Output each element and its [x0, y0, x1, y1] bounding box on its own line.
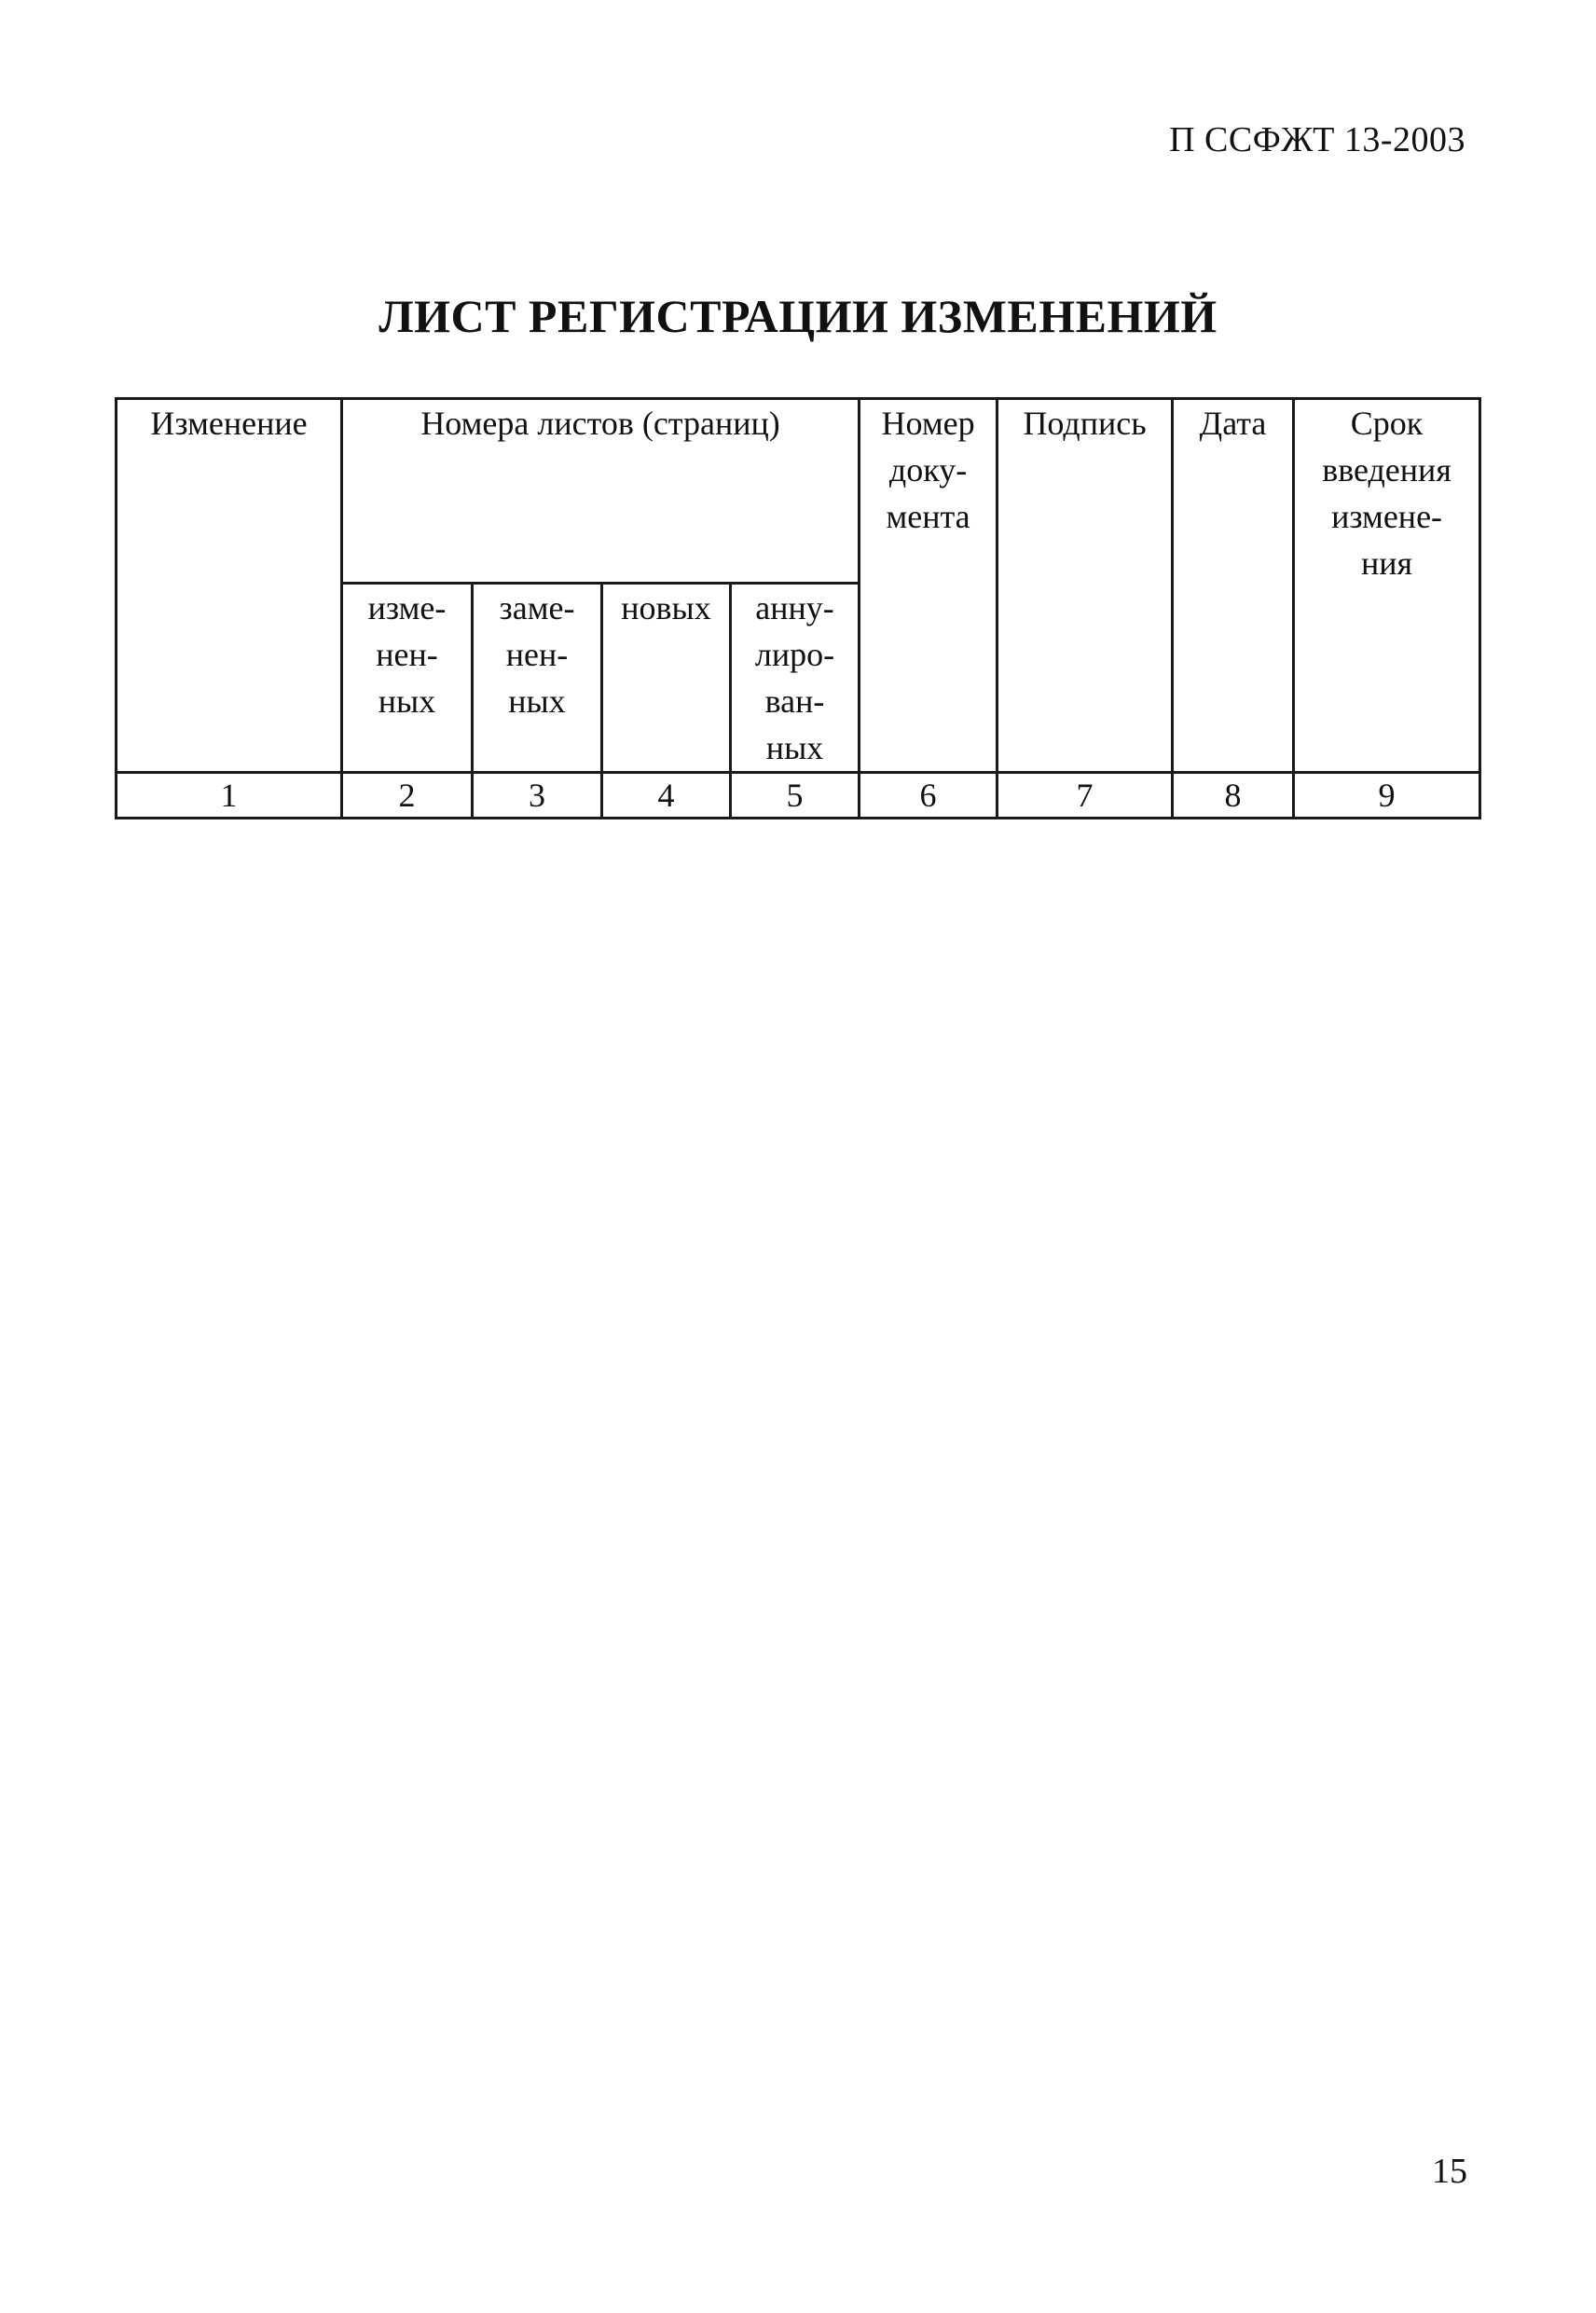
column-number-cell: 3: [473, 773, 602, 819]
header-cell-date: Дата: [1173, 399, 1294, 773]
subheader-cell-annulled: анну- лиро- ван- ных: [731, 584, 860, 773]
header-cell-effective-term: Срок введения измене- ния: [1294, 399, 1480, 773]
column-number-row: [117, 773, 1480, 819]
header-cell-signature: Подпись: [998, 399, 1173, 773]
header-cell-sheet-numbers: Номера листов (страниц): [342, 399, 860, 584]
change-registration-table: [115, 397, 1481, 819]
subheader-cell-new: новых: [602, 584, 731, 773]
column-number-cell: 9: [1294, 773, 1480, 819]
subheader-cell-replaced: заме- нен- ных: [473, 584, 602, 773]
column-number-cell: 2: [342, 773, 473, 819]
header-cell-change: Изменение: [117, 399, 342, 773]
column-number-cell: 1: [117, 773, 342, 819]
subheader-cell-changed: изме- нен- ных: [342, 584, 473, 773]
header-cell-doc-number: Номер доку- мента: [860, 399, 998, 773]
column-number-cell: 5: [731, 773, 860, 819]
page-title: ЛИСТ РЕГИСТРАЦИИ ИЗМЕНЕНИЙ: [378, 290, 1218, 342]
table-header-row: [117, 399, 1480, 584]
page-number: 15: [1432, 2152, 1467, 2191]
column-number-cell: 8: [1173, 773, 1294, 819]
document-code: П ССФЖТ 13-2003: [1169, 120, 1465, 159]
column-number-cell: 7: [998, 773, 1173, 819]
column-number-cell: 6: [860, 773, 998, 819]
column-number-cell: 4: [602, 773, 731, 819]
